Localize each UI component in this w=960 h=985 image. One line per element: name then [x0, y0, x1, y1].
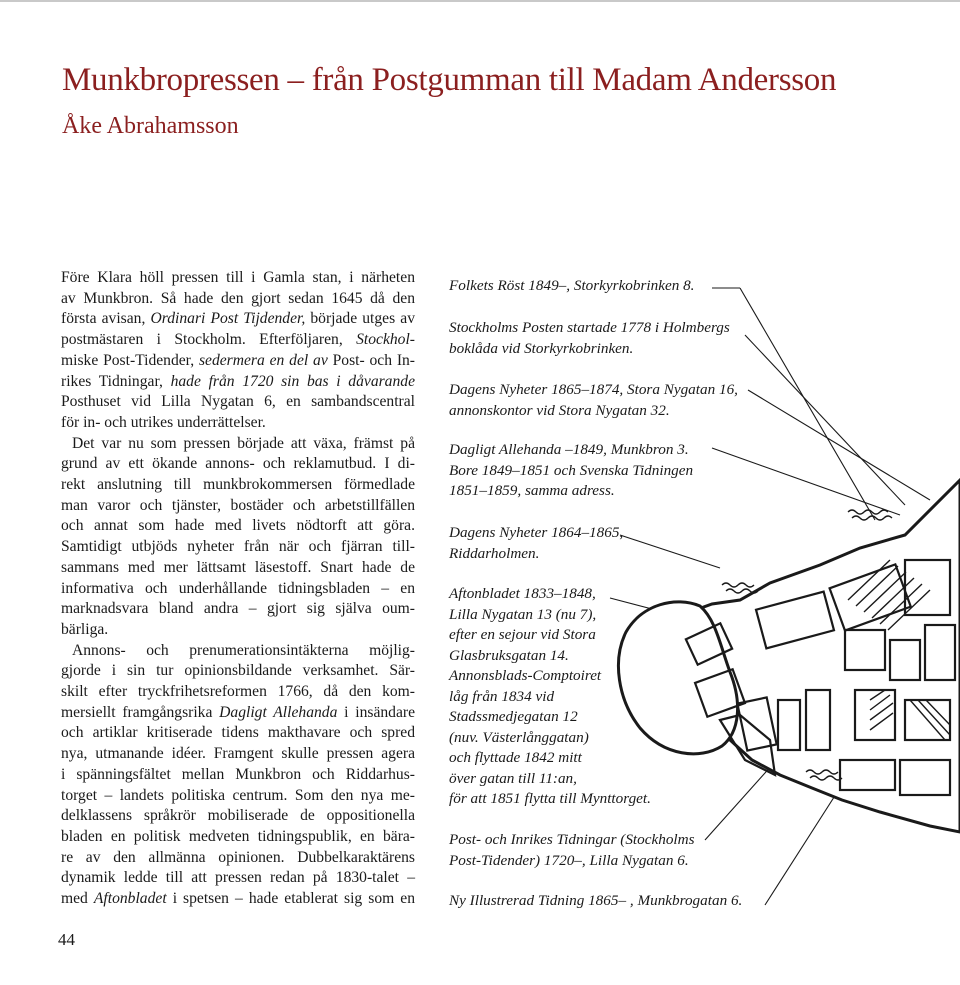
body-line: [61, 558, 415, 579]
body-line: [61, 827, 415, 848]
body-text-segment: i spetsen – hade etablerat sig som en: [166, 890, 415, 908]
body-text-segment: och annat som hade med livets nödtorft att göra.: [61, 517, 415, 535]
leader-line: [748, 390, 930, 500]
body-text-segment: grund av ett ökande annons- och reklamutbud. I di-: [61, 455, 415, 473]
caption-dagens-nyheter-stora-nygatan: [449, 380, 738, 421]
body-line: [61, 330, 415, 351]
body-line: [61, 682, 415, 703]
body-line: [61, 351, 415, 372]
caption-line: Bore 1849–1851 och Svenska Tidningen: [449, 461, 694, 479]
body-text-segment: dynamik ledde till att pressen redan på 1830-talet –: [61, 869, 415, 887]
body-text-segment: postmästaren i Stockholm. Efterföljaren,: [61, 331, 357, 349]
body-text-segment: gjorde i sin tur opinionsbildande verksamhet. Sär-: [61, 662, 415, 680]
water-wave: [852, 516, 892, 520]
body-text-segment: bärliga.: [61, 620, 109, 638]
body-text-segment: första avisan,: [61, 310, 151, 328]
caption-line: Glasbruksgatan 14.: [449, 646, 569, 664]
caption-dagligt-allehanda: [449, 440, 693, 502]
article-author: Åke Abrahamsson: [62, 113, 239, 139]
body-line: [61, 723, 415, 744]
body-text-segment: Samtidigt utbjöds nyheter från när och fjärran till-: [61, 538, 415, 556]
body-line: [61, 868, 415, 889]
body-text-segment: re av den allmänna opinionen. Dubbelkaraktärens: [61, 848, 415, 866]
caption-dagens-nyheter-riddarholmen: [449, 523, 623, 564]
body-text-segment: man varor och tjänster, bostäder och arbetstillfällen: [61, 496, 415, 514]
caption-line: Post-Tidender) 1720–, Lilla Nygatan 6.: [449, 851, 689, 869]
body-text-column: [61, 268, 415, 910]
caption-line: 1851–1859, samma adress.: [449, 482, 615, 499]
leader-line: [740, 288, 875, 520]
caption-line: boklåda vid Storkyrkobrinken.: [449, 339, 634, 357]
leader-line: [745, 335, 905, 505]
caption-line: för att 1851 flytta till Mynttorget.: [449, 790, 651, 807]
italic-title-text: sedermera en del av: [194, 351, 333, 369]
body-text-segment: Det var nu som pressen började att växa, främst på: [72, 434, 415, 452]
top-rule: [0, 0, 960, 2]
body-line: [61, 516, 415, 537]
body-line: [61, 372, 415, 393]
italic-title-text: Dagligt Allehanda: [219, 703, 338, 721]
body-line: [61, 599, 415, 620]
body-text-segment: av Munkbron. Så hade den gjort sedan 1645 då den: [61, 289, 415, 307]
body-line: [61, 434, 415, 455]
body-text-segment: miske Post-Tidender,: [61, 351, 195, 369]
body-text-segment: marknadsvara bland andra – gjort sig själva oum-: [61, 600, 415, 618]
caption-ny-illustrerad-tidning: [449, 891, 742, 912]
body-text-segment: delklassens språkrör mobiliserade de oppositionella: [61, 807, 415, 825]
body-text-segment: med: [61, 890, 94, 908]
italic-title-text: Aftonbladet: [93, 890, 167, 908]
caption-line: Stockholms Posten startade 1778 i Holmbergs: [449, 319, 730, 336]
body-text-segment: torget – landets politiska centrum. Som den nya me-: [61, 786, 415, 804]
body-text-segment: Post- och In-: [332, 351, 415, 369]
caption-line: Aftonbladet 1833–1848,: [449, 585, 596, 602]
leader-line: [765, 780, 845, 905]
caption-line: annonskontor vid Stora Nygatan 32.: [449, 401, 670, 419]
body-line: [61, 496, 415, 517]
italic-title-text: hade från 1720 sin bas i dåvarande: [162, 372, 415, 390]
body-line: [61, 289, 415, 310]
body-line: [61, 786, 415, 807]
leader-line: [712, 448, 900, 515]
body-text-segment: skilt efter tryckfrihetsreformen 1766, då den kom-: [61, 683, 415, 701]
body-line: [61, 309, 415, 330]
caption-aftonbladet: [449, 584, 651, 810]
caption-line: Post- och Inrikes Tidningar (Stockholms: [449, 831, 695, 848]
body-text-segment: rekt anslutning till munkbrokommersen förmedlade: [61, 476, 415, 494]
body-text-segment: i insändare: [337, 703, 415, 721]
body-line: [61, 537, 415, 558]
caption-line: Dagens Nyheter 1865–1874, Stora Nygatan 16,: [449, 381, 738, 398]
body-text-segment: började utges av: [305, 310, 416, 328]
caption-line: Riddarholmen.: [449, 544, 540, 562]
caption-line: Lilla Nygatan 13 (nu 7),: [449, 605, 597, 623]
body-line: [61, 806, 415, 827]
caption-line: och flyttade 1842 mitt: [449, 749, 582, 766]
water-wave: [722, 583, 754, 587]
body-line: [61, 268, 415, 289]
caption-line: Folkets Röst 1849–, Storkyrkobrinken 8.: [449, 277, 695, 294]
body-text-segment: bladen en politisk medveten tidningspublik, en bära-: [61, 827, 415, 845]
body-text-segment: i spänningsfältet mellan Munkbron och Riddarhus-: [61, 765, 415, 783]
caption-line: Dagens Nyheter 1864–1865,: [449, 524, 624, 541]
water-wave: [848, 510, 888, 514]
caption-line: låg från 1834 vid: [449, 687, 555, 705]
article-title: Munkbropressen – från Postgumman till Madam Andersson: [62, 62, 837, 98]
body-text-segment: och artiklar kritiserade tidens makthavare och spred: [61, 724, 415, 742]
italic-title-text: Ordinari Post Tijdender,: [150, 310, 306, 328]
body-line: [61, 620, 415, 641]
caption-post-och-inrikes: [449, 830, 695, 871]
italic-title-text: Stockhol-: [356, 331, 415, 349]
caption-line: över gatan till 11:an,: [449, 769, 577, 787]
body-text-segment: informativa och underhållande tidningsbladen – en: [61, 579, 415, 597]
body-text-segment: för in- och utrikes underrättelser.: [61, 413, 266, 431]
body-line: [61, 454, 415, 475]
caption-stockholms-posten: [449, 318, 730, 359]
body-line: [61, 661, 415, 682]
body-line: [61, 413, 415, 434]
caption-line: Ny Illustrerad Tidning 1865– , Munkbrogatan 6.: [449, 892, 743, 909]
body-line: [61, 744, 415, 765]
caption-line: Annonsblads-Comptoiret: [449, 667, 602, 684]
body-line: [61, 392, 415, 413]
body-text-segment: nya, utmanande idéer. Framgent skulle pressen agera: [61, 745, 415, 763]
page-number: 44: [58, 930, 75, 949]
body-text-segment: mersiellt framgångsrika: [61, 703, 220, 721]
body-line: [61, 848, 415, 869]
caption-line: Stadssmedjegatan 12: [449, 708, 578, 725]
caption-line: efter en sejour vid Stora: [449, 626, 596, 643]
caption-line: (nuv. Västerlånggatan): [449, 728, 589, 746]
leader-line: [620, 535, 720, 568]
body-line: [61, 765, 415, 786]
body-text-segment: Före Klara höll pressen till i Gamla stan, i närheten: [61, 269, 415, 286]
body-line: [61, 475, 415, 496]
body-text-segment: rikes Tidningar,: [61, 372, 163, 390]
body-text-segment: sammans med mer lättsamt läsestoff. Snart hade de: [61, 558, 415, 576]
caption-line: Dagligt Allehanda –1849, Munkbron 3.: [449, 441, 689, 458]
body-line: [61, 889, 415, 910]
body-text-segment: Posthuset vid Lilla Nygatan 6, en sambandscentral: [61, 393, 415, 411]
body-line: [61, 641, 415, 662]
caption-folkets-rost: [449, 276, 694, 297]
body-line: [61, 703, 415, 724]
body-line: [61, 579, 415, 600]
body-text-segment: Annons- och prenumerationsintäkterna möjlig-: [72, 641, 415, 659]
